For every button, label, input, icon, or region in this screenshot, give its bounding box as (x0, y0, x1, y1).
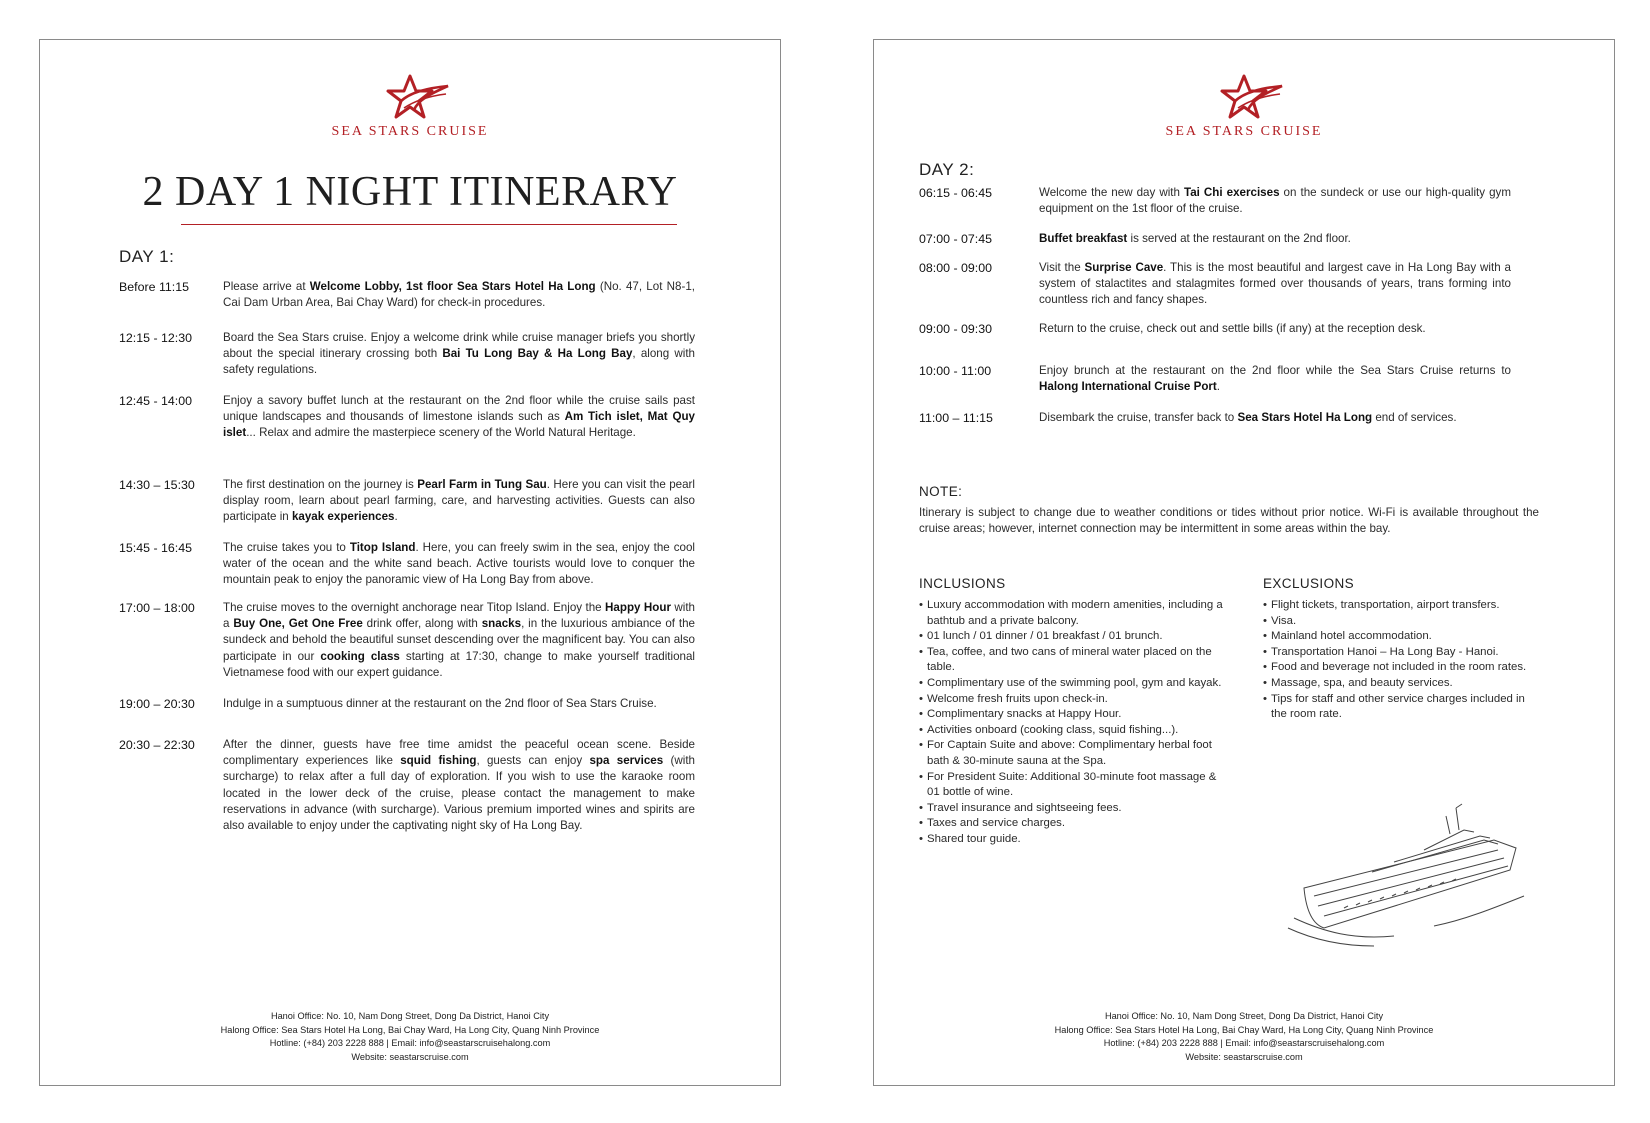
schedule-time: 12:15 - 12:30 (119, 331, 193, 345)
brand-name: SEA STARS CRUISE (1165, 124, 1323, 139)
cruise-ship-illustration (1284, 800, 1534, 950)
schedule-time: 10:00 - 11:00 (919, 364, 992, 378)
itinerary-page-2 (873, 39, 1615, 1086)
brand-name: SEA STARS CRUISE (331, 124, 489, 139)
star-logo-icon (1204, 74, 1284, 124)
schedule-description: The cruise moves to the overnight anchorage near Titop Island. Enjoy the Happy Hour with a Buy One, Get One Free drink offer, along with snacks, in the luxurious ambiance of the sundeck and behold the beautiful sunset descending over the magnificent bay. You can also participate in our cooking class starting at 17:30, change to make yourself traditional Vietnamese food with our expert guidance. (223, 601, 696, 679)
schedule-description: Buffet breakfast is served at the restaurant on the 2nd floor. (1039, 232, 1351, 245)
list-item: • Food and beverage not included in the room rates. (1263, 660, 1539, 676)
note-text: Itinerary is subject to change due to weather conditions or tides without prior notice. Wi-Fi is available throughout the cruise areas; however, internet connection may be intermittent in some areas within the bay. (919, 506, 1539, 536)
note-heading: NOTE: (919, 484, 963, 499)
schedule-description: Indulge in a sumptuous dinner at the restaurant on the 2nd floor of Sea Stars Cruise. (223, 697, 657, 710)
list-item: • Flight tickets, transportation, airport transfers. (1263, 598, 1539, 614)
schedule-description: Welcome the new day with Tai Chi exercises on the sundeck or use our high-quality gym equipment on the 1st floor of the cruise. (1039, 186, 1511, 216)
schedule-description: Return to the cruise, check out and settle bills (if any) at the reception desk. (1039, 322, 1426, 335)
footer-hotline: Hotline: (+84) 203 2228 888 | Email: info@seastarscruisehalong.com (1103, 1038, 1385, 1048)
list-item: • For Captain Suite and above: Complimentary herbal foot bath & 30-minute sauna at the Spa. (919, 738, 1227, 769)
schedule-time: 09:00 - 09:30 (919, 322, 993, 336)
schedule-time: 17:00 – 18:00 (119, 601, 195, 615)
page-2-footer (874, 1010, 1614, 1064)
footer-hotline: Hotline: (+84) 203 2228 888 | Email: info@seastarscruisehalong.com (269, 1038, 551, 1048)
list-item: • Complimentary use of the swimming pool, gym and kayak. (919, 676, 1227, 692)
schedule-time: 06:15 - 06:45 (919, 186, 993, 200)
exclusions-list (1263, 598, 1539, 723)
schedule-description: The cruise takes you to Titop Island. Here, you can freely swim in the sea, enjoy the cool water of the ocean and the white sand beach. Active tourists would love to conquer the mountain peak to enjoy the panoramic view of Ha Long Bay from above. (223, 541, 695, 587)
list-item: • Complimentary snacks at Happy Hour. (919, 707, 1227, 723)
inclusions-list (919, 598, 1227, 848)
schedule-description: Enjoy brunch at the restaurant on the 2nd floor while the Sea Stars Cruise returns to Halong International Cruise Port. (1039, 364, 1511, 394)
schedule-description: The first destination on the journey is Pearl Farm in Tung Sau. Here you can visit the pearl display room, learn about pearl farming, care, and harvesting activities. Guests can also participate in kayak experiences. (223, 478, 695, 524)
schedule-description: Board the Sea Stars cruise. Enjoy a welcome drink while cruise manager briefs you shortly about the special itinerary crossing both Bai Tu Long Bay & Ha Long Bay, along with safety regulations. (223, 331, 695, 377)
list-item: • Shared tour guide. (919, 832, 1227, 848)
day-1-heading: DAY 1: (119, 247, 175, 266)
list-item: • Tips for staff and other service charges included in the room rate. (1263, 692, 1539, 723)
schedule-time: Before 11:15 (119, 280, 190, 294)
list-item: • Taxes and service charges. (919, 816, 1227, 832)
list-item: • Massage, spa, and beauty services. (1263, 676, 1539, 692)
list-item: • For President Suite: Additional 30-minute foot massage & 01 bottle of wine. (919, 770, 1227, 801)
schedule-time: 11:00 – 11:15 (919, 411, 993, 425)
footer-halong-office: Halong Office: Sea Stars Hotel Ha Long, Bai Chay Ward, Ha Long City, Quang Ninh Province (1054, 1024, 1434, 1035)
footer-website: Website: seastarscruise.com (351, 1051, 469, 1062)
list-item: • Travel insurance and sightseeing fees. (919, 801, 1227, 817)
schedule-description: After the dinner, guests have free time amidst the peaceful ocean scene. Beside complimentary experiences like squid fishing, guests can enjoy spa services (with surcharge) to relax after a full day of exploration. If you wish to use the karaoke room located in the lower deck of the cruise, please contact the management to make reservations in advance (with surcharge). Various premium imported wines and spirits are also available to enjoy under the captivating night sky of Ha Long Bay. (223, 738, 695, 833)
schedule-time: 15:45 - 16:45 (119, 541, 193, 555)
exclusions-heading: EXCLUSIONS (1263, 576, 1355, 591)
schedule-description: Enjoy a savory buffet lunch at the restaurant on the 2nd floor while the cruise sails past unique landscapes and thousands of limestone islands such as Am Tich islet, Mat Quy islet... Relax and admire the masterpiece scenery of the World Natural Heritage. (223, 394, 695, 440)
star-logo-icon (370, 74, 450, 124)
footer-hanoi-office: Hanoi Office: No. 10, Nam Dong Street, Dong Da District, Hanoi City (270, 1011, 550, 1021)
page-1-footer (40, 1010, 780, 1064)
itinerary-page-1 (39, 39, 781, 1086)
footer-hanoi-office: Hanoi Office: No. 10, Nam Dong Street, Dong Da District, Hanoi City (1104, 1011, 1384, 1021)
schedule-time: 07:00 - 07:45 (919, 232, 993, 246)
list-item: • Mainland hotel accommodation. (1263, 629, 1539, 645)
schedule-time: 14:30 – 15:30 (119, 478, 195, 492)
brand-logo (874, 74, 1614, 140)
schedule-time: 20:30 – 22:30 (119, 738, 195, 752)
list-item: • Luxury accommodation with modern amenities, including a bathtub and a private balcony. (919, 598, 1227, 629)
list-item: • Tea, coffee, and two cans of mineral water placed on the table. (919, 645, 1227, 676)
schedule-time: 19:00 – 20:30 (119, 697, 195, 711)
footer-website: Website: seastarscruise.com (1185, 1051, 1303, 1062)
schedule-time: 12:45 - 14:00 (119, 394, 193, 408)
list-item: • 01 lunch / 01 dinner / 01 breakfast / 01 brunch. (919, 629, 1227, 645)
title-divider (181, 224, 677, 225)
schedule-description: Disembark the cruise, transfer back to Sea Stars Hotel Ha Long end of services. (1039, 411, 1457, 424)
brand-logo (40, 74, 780, 140)
schedule-time: 08:00 - 09:00 (919, 261, 993, 275)
list-item: • Welcome fresh fruits upon check-in. (919, 692, 1227, 708)
footer-halong-office: Halong Office: Sea Stars Hotel Ha Long, Bai Chay Ward, Ha Long City, Quang Ninh Province (220, 1024, 600, 1035)
list-item: • Transportation Hanoi – Ha Long Bay - Hanoi. (1263, 645, 1539, 661)
list-item: • Activities onboard (cooking class, squid fishing...). (919, 723, 1227, 739)
list-item: • Visa. (1263, 614, 1539, 630)
page-title: 2 DAY 1 NIGHT ITINERARY (142, 169, 678, 215)
schedule-description: Please arrive at Welcome Lobby, 1st floor Sea Stars Hotel Ha Long (No. 47, Lot N8-1, Cai Dam Urban Area, Bai Chay Ward) for check-in procedures. (223, 280, 695, 310)
schedule-description: Visit the Surprise Cave. This is the most beautiful and largest cave in Ha Long Bay with a system of stalactites and stalagmites formed over thousands of years, trans forming into countless rich and fancy shapes. (1039, 261, 1511, 307)
inclusions-heading: INCLUSIONS (919, 576, 1006, 591)
day-2-heading: DAY 2: (919, 160, 975, 179)
